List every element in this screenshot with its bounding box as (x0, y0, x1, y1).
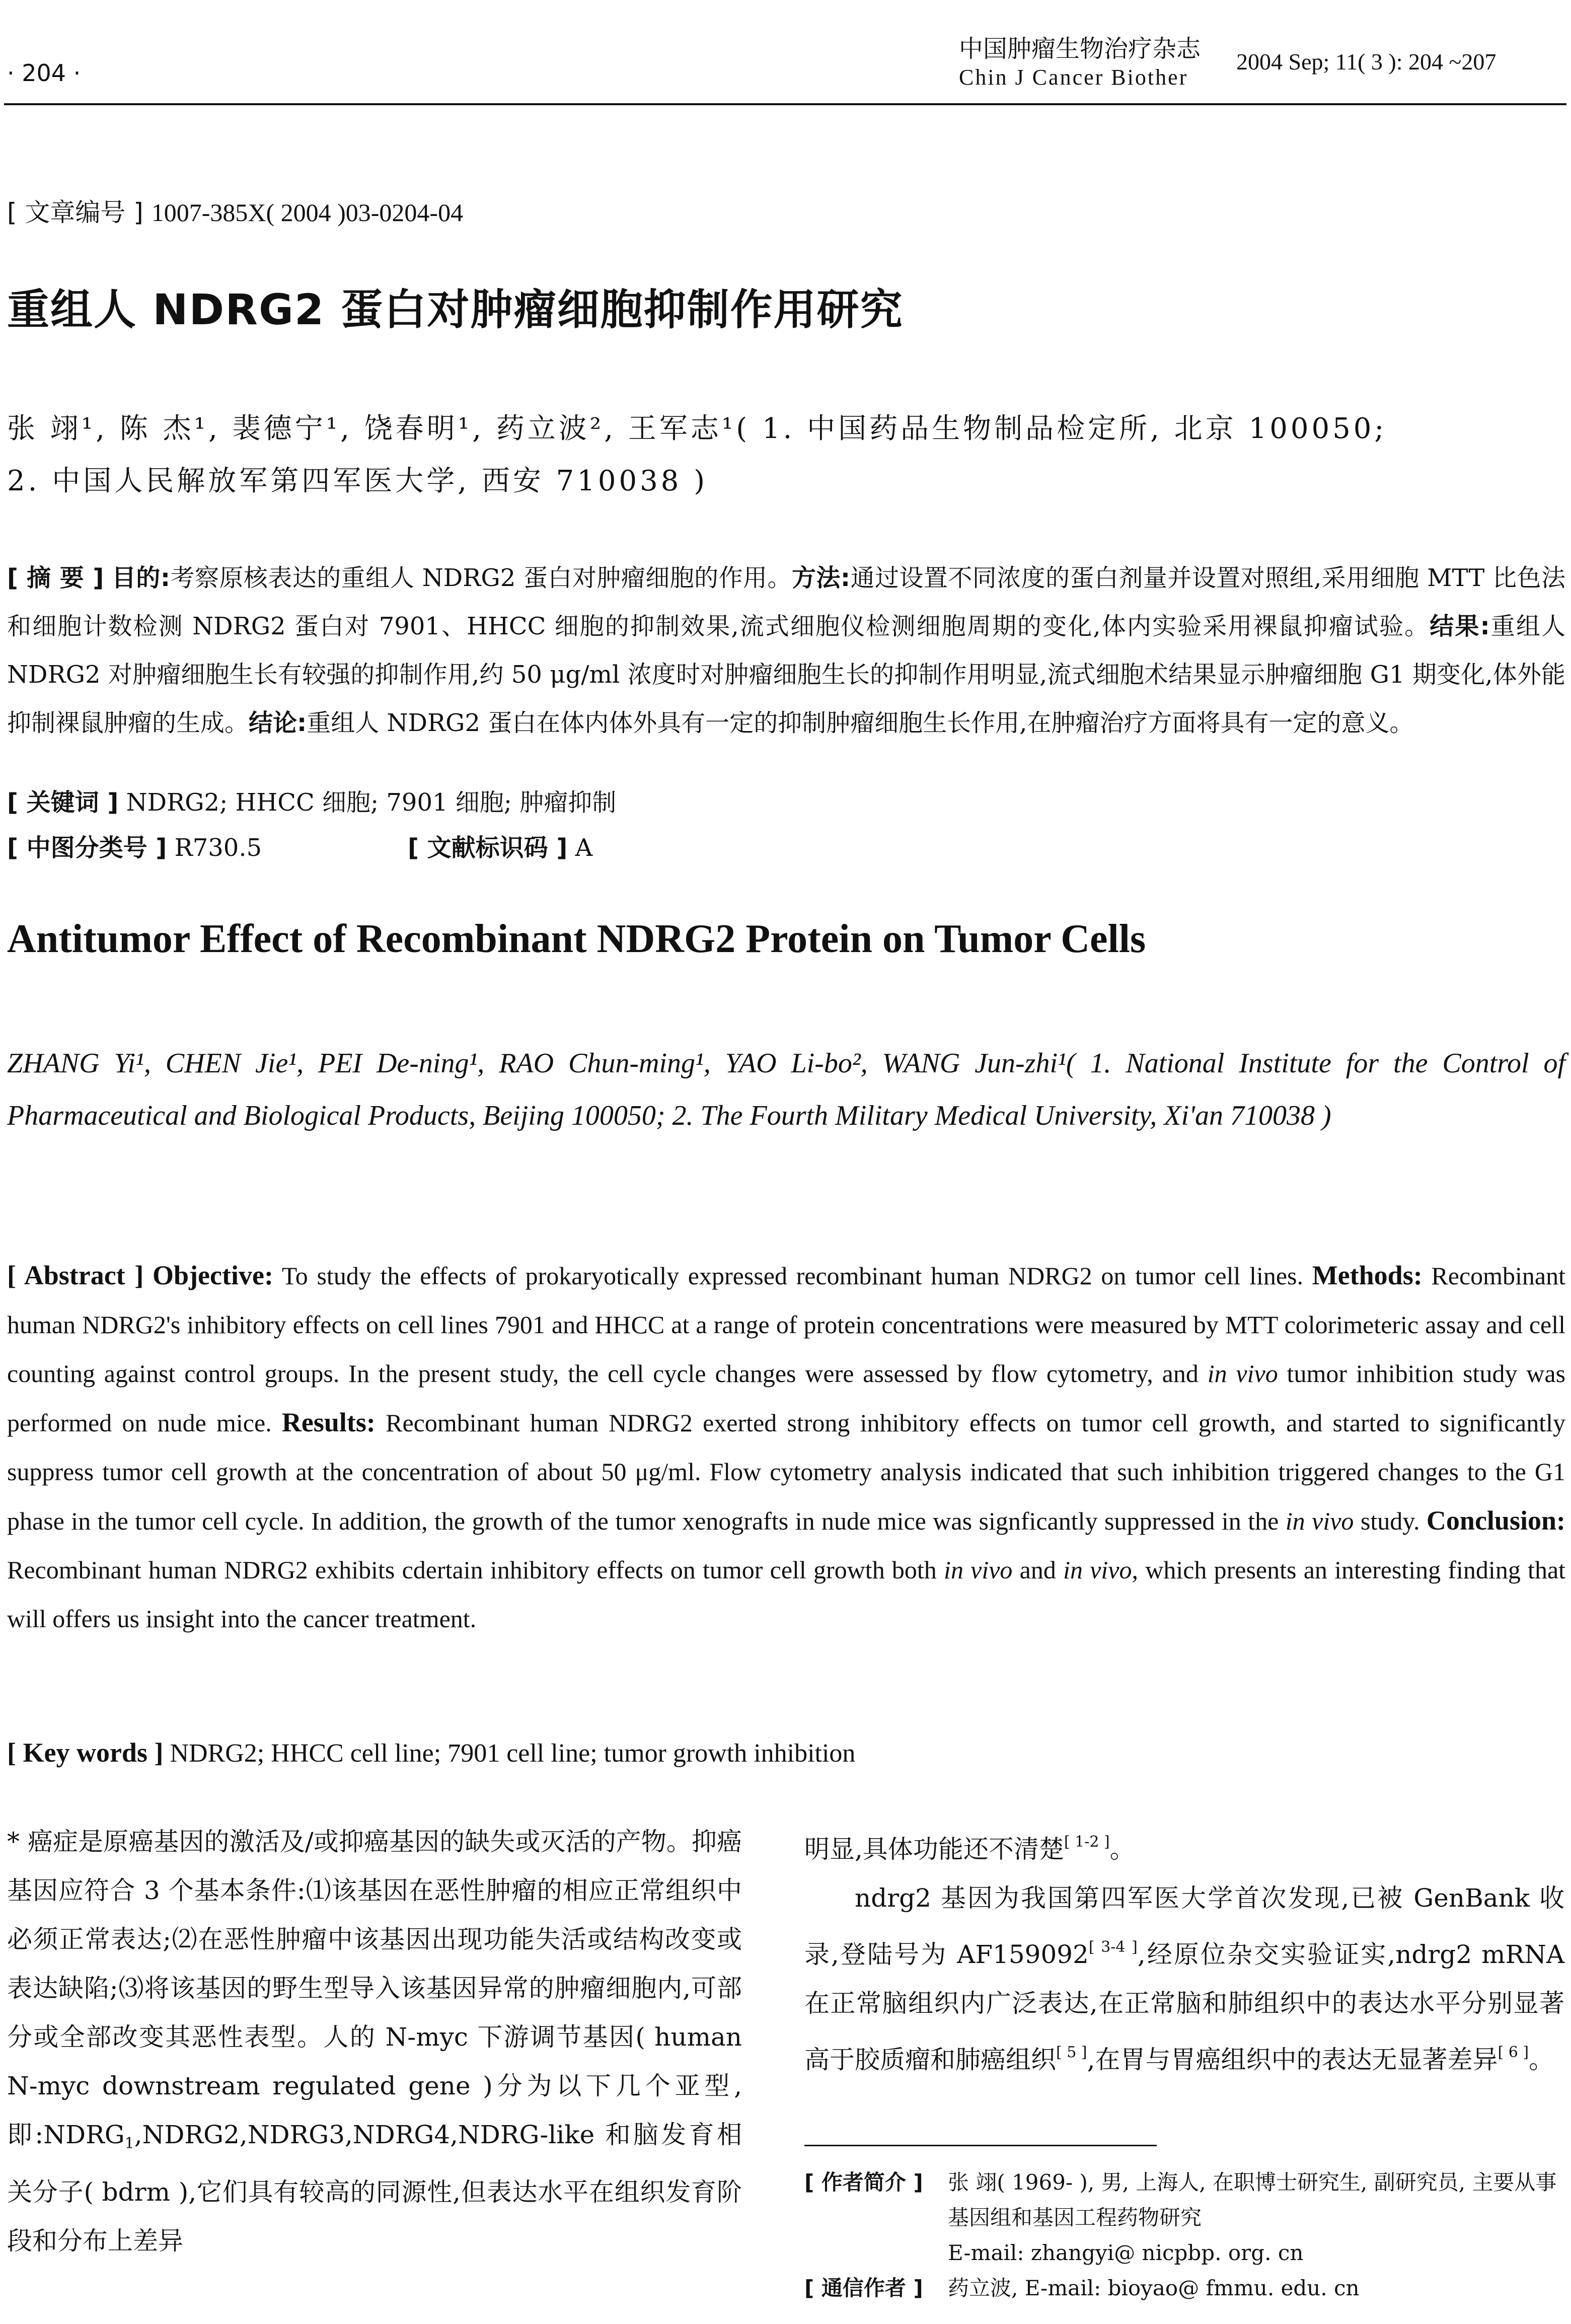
methods-text: 通过设置不同浓度的蛋白剂量并设置对照组,采用细胞 MTT 比色法和细胞计数检测 NDRG2 蛋白对 7901、HHCC 细胞的抑制效果,流式细胞仪检测细胞周期的变化,体内实验采用裸鼠抑瘤试验。 (7, 564, 1565, 640)
conclusion-italic-2-en: in vivo (1063, 1556, 1132, 1584)
body-column-left (7, 1818, 742, 2266)
footnote-rule (804, 2145, 1157, 2146)
keywords-label-en: [ Key words ] (7, 1737, 164, 1768)
objective-label: 目的: (111, 564, 171, 592)
chinese-keywords (7, 783, 616, 818)
results-label: 结果: (1430, 612, 1490, 640)
objective-text-en: To study the effects of prokaryotically expressed recombinant human NDRG2 on tumor cell lines. (281, 1262, 1304, 1290)
english-abstract (7, 1251, 1565, 1643)
objective-text: 考察原核表达的重组人 NDRG2 蛋白对肿瘤细胞的作用。 (170, 564, 792, 592)
methods-italic-en: in vivo (1207, 1359, 1278, 1388)
citation-ref: [ 3-4 ] (1088, 1938, 1138, 1956)
body-right-paragraph-1 (804, 1818, 1564, 1874)
citation-ref: [ 1-2 ] (1064, 1833, 1110, 1851)
body-right-p1-text: 明显,具体功能还不清楚 (804, 1835, 1064, 1864)
body-right-p2-b: ,经原位杂交实验证实,ndrg2 mRNA 在正常脑组织内广泛表达,在正常脑和肺组织中的表达水平分别显著高于胶质瘤和肺癌组织 (804, 1940, 1565, 2074)
article-number (7, 192, 463, 229)
conclusion-text: 重组人 NDRG2 蛋白在体内体外具有一定的抑制肿瘤细胞生长作用,在肿瘤治疗方面将具有一定的意义。 (307, 709, 1414, 737)
chinese-authors-line-2: 2. 中国人民解放军第四军医大学, 西安 710038 ) (7, 465, 708, 497)
results-label-en: Results: (281, 1407, 376, 1437)
keywords-value: NDRG2; HHCC 细胞; 7901 细胞; 肿瘤抑制 (126, 788, 617, 817)
article-number-value: 1007-385X( 2004 )03-0204-04 (151, 198, 464, 227)
body-column-right (804, 1818, 1564, 2084)
body-left-text-a: * 癌症是原癌基因的激活及/或抑癌基因的缺失或灭活的产物。抑癌基因应符合 3 个基本条件:⑴该基因在恶性肿瘤的相应正常组织中必须正常表达;⑵在恶性肿瘤中该基因出现功能失活或结构改变或表达缺陷;⑶将该基因的野生型导入该基因异常的肿瘤细胞内,可部分或全部改变其恶性表型。人的 N-myc 下游调节基因( human N-myc downstream regulated gene )分为以下几个亚型,即:NDRG (7, 1827, 742, 2149)
header-rule (4, 103, 1566, 105)
classification-number (7, 828, 262, 863)
author-info-text: 张 翊( 1969- ), 男, 上海人, 在职博士研究生, 副研究员, 主要从事基因组和基因工程药物研究 (948, 2170, 1557, 2230)
conclusion-tail-en: , which presents an interesting finding that will offers us insight into the cancer treatment. (7, 1556, 1566, 1633)
conclusion-label: 结论: (249, 709, 307, 737)
results-tail-en: study. (1360, 1507, 1420, 1535)
article-number-label: [ 文章编号 ] (7, 198, 143, 227)
journal-issue: 2004 Sep; 11( 3 ): 204 ~207 (1236, 49, 1497, 75)
document-code (408, 828, 592, 863)
body-right-p2-c: ,在胃与胃癌组织中的表达无显著差异 (1087, 2045, 1498, 2074)
objective-label-en: Objective: (153, 1260, 273, 1290)
results-text-en: Recombinant human NDRG2 exerted strong inhibitory effects on tumor cell growth, and started to significantly suppress tumor cell growth at the concentration of about 50 μg/ml. Flow cytometry analysis indicated that such inhibition triggered changes to the G1 phase in the tumor cell cycle. In addition, the growth of the tumor xenografts in nude mice was signficantly suppressed in the (7, 1409, 1566, 1535)
body-right-paragraph-2 (804, 1874, 1564, 2084)
methods-label-en: Methods: (1312, 1260, 1423, 1290)
corresponding-author-row (804, 2271, 1565, 2306)
journal-name-en: Chin J Cancer Biother (959, 65, 1188, 90)
chinese-authors-line-1: 张 翊¹, 陈 杰¹, 裴德宁¹, 饶春明¹, 药立波², 王军志¹( 1. 中国药品生物制品检定所, 北京 100050; (7, 412, 1387, 445)
author-footnote (804, 2165, 1565, 2306)
body-right-p1-end: 。 (1109, 1835, 1135, 1864)
keywords-label: [ 关键词 ] (7, 788, 119, 817)
abstract-label-en: [ Abstract ] (7, 1260, 144, 1290)
english-authors: ZHANG Yi¹, CHEN Jie¹, PEI De-ning¹, RAO Chun-ming¹, YAO Li-bo², WANG Jun-zhi¹( 1. National Institute for the Control of Pharmaceutical and Biological Products, Beijing 100050; 2. The Fourth Military Medical University, Xi'an 710038 ) (7, 1048, 1565, 1131)
body-right-p2-end: 。 (1529, 2045, 1554, 2074)
methods-tail-en: tumor inhibition study was performed on nude mice. (7, 1359, 1566, 1437)
conclusion-and-en: and (1019, 1556, 1056, 1584)
chinese-authors (7, 403, 1565, 507)
conclusion-label-en: Conclusion: (1426, 1505, 1565, 1536)
page-number: · 204 · (7, 59, 81, 87)
keywords-value-en: NDRG2; HHCC cell line; 7901 cell line; tumor growth inhibition (170, 1739, 856, 1768)
classification-value: R730.5 (174, 834, 262, 862)
body-left-text-b: ,NDRG2,NDRG3,NDRG4,NDRG-like 和脑发育相关分子( bdrm ),它们具有较高的同源性,但表达水平在组织发育阶段和分布上差异 (7, 2120, 742, 2256)
chinese-abstract (7, 554, 1565, 747)
author-info-label: [ 作者简介 ] (804, 2170, 923, 2195)
methods-text-en: Recombinant human NDRG2's inhibitory effects on cell lines 7901 and HHCC at a range of protein concentrations were measured by MTT colorimeteric assay and cell counting against control groups. In the present study, the cell cycle changes were assessed by flow cytometry, and (7, 1262, 1566, 1388)
author-info-row (804, 2165, 1565, 2271)
document-code-value: A (575, 834, 593, 862)
conclusion-italic-1-en: in vivo (944, 1556, 1013, 1584)
body-left-subscript: 1 (124, 2135, 134, 2152)
methods-label: 方法: (791, 564, 851, 592)
chinese-title: 重组人 NDRG2 蛋白对肿瘤细胞抑制作用研究 (7, 285, 904, 334)
abstract-label: [ 摘 要 ] (7, 564, 104, 592)
english-title: Antitumor Effect of Recombinant NDRG2 Protein on Tumor Cells (7, 917, 1146, 961)
document-code-label: [ 文献标识码 ] (408, 834, 568, 862)
citation-ref: [ 5 ] (1056, 2044, 1087, 2061)
conclusion-text-en: Recombinant human NDRG2 exhibits cdertain inhibitory effects on tumor cell growth both (7, 1556, 937, 1584)
corresponding-author-label: [ 通信作者 ] (804, 2276, 923, 2300)
results-text: 重组人 NDRG2 对肿瘤细胞生长有较强的抑制作用,约 50 μg/ml 浓度时对肿瘤细胞生长的抑制作用明显,流式细胞术结果显示肿瘤细胞 G1 期变化,体外能抑制裸鼠肿瘤的生成。 (7, 612, 1565, 737)
author-info-body (948, 2165, 1565, 2271)
results-italic-en: in vivo (1285, 1507, 1354, 1535)
body-right-p2-a: ndrg2 基因为我国第四军医大学首次发现,已被 GenBank 收录,登陆号为 AF159092 (804, 1883, 1564, 1969)
english-keywords (7, 1737, 855, 1768)
author-email: E-mail: zhangyi@ nicpbp. org. cn (948, 2240, 1304, 2265)
citation-ref: [ 6 ] (1498, 2044, 1529, 2061)
corresponding-author-text: 药立波, E-mail: bioyao@ fmmu. edu. cn (948, 2276, 1360, 2300)
journal-name-cn: 中国肿瘤生物治疗杂志 (959, 35, 1201, 63)
classification-label: [ 中图分类号 ] (7, 834, 167, 862)
